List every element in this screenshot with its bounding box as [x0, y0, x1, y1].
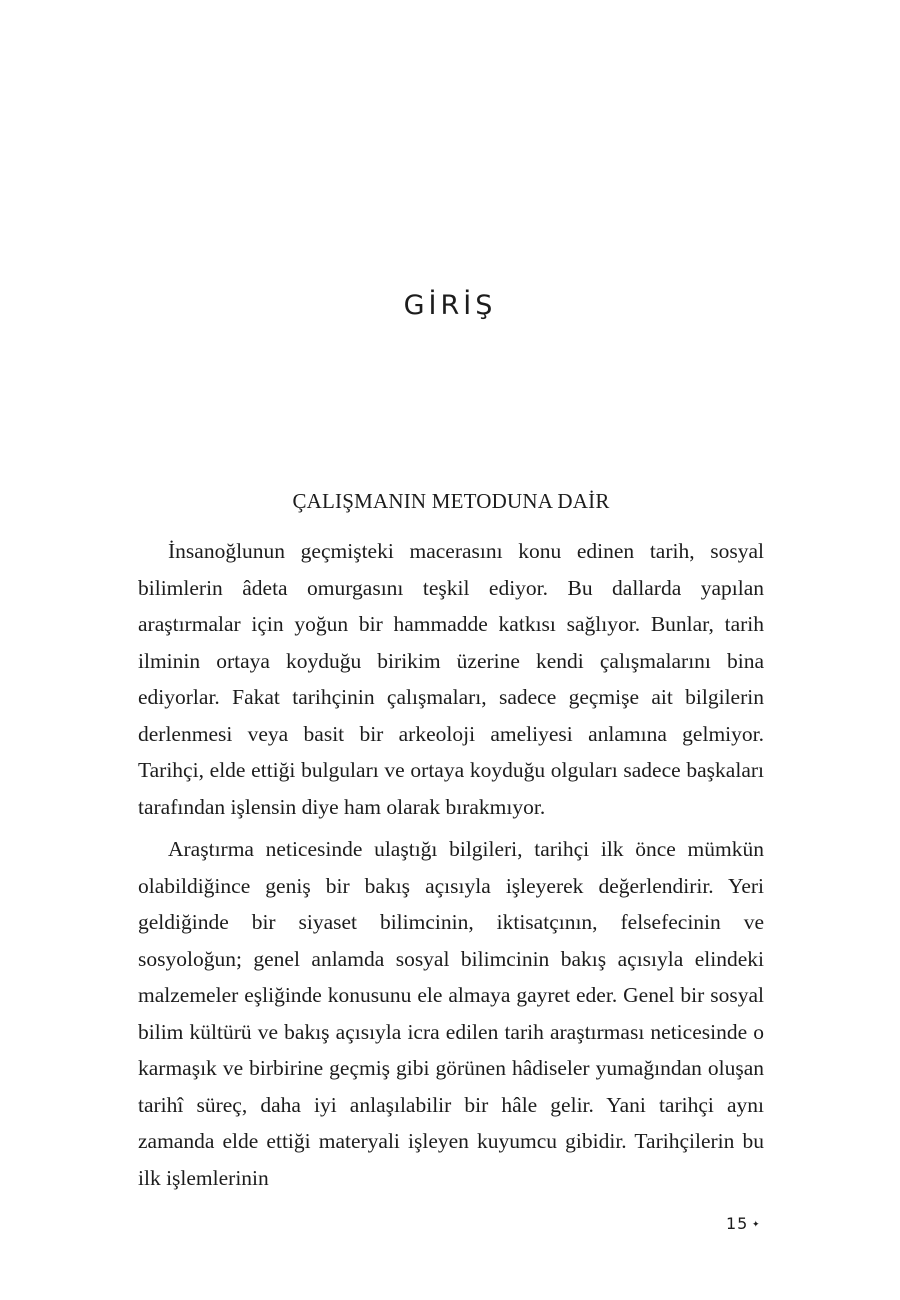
body-text [138, 533, 764, 1202]
star-ornament-icon: ✦ [752, 1220, 760, 1230]
page-number: 15 [726, 1214, 749, 1233]
paragraph-2: Araştırma neticesinde ulaştığı bilgileri, tarihçi ilk önce mümkün olabildiğince geniş bir bakış açısıyla işleyerek değerlendirir. Yeri geldiğinde bir siyaset bilimcinin, iktisatçının, felsefecinin ve sosyoloğun; genel anlamda sosyal bilimcinin bakış açısıyla elindeki malzemeler eşliğinde konusunu ele almaya gayret eder. Genel bir sosyal bilim kültürü ve bakış açısıyla icra edilen tarih araştırması neticesinde o karmaşık ve birbirine geçmiş gibi görünen hâdiseler yumağından oluşan tarihî süreç, daha iyi anlaşılabilir bir hâle gelir. Yani tarihçi aynı zamanda elde ettiği materyali işleyen kuyumcu gibidir. Tarihçilerin bu ilk işlemlerinin [138, 837, 764, 1190]
chapter-title: GİRİŞ [403, 290, 497, 321]
paragraph-1: İnsanoğlunun geçmişteki macerasını konu edinen tarih, sosyal bilimlerin âdeta omurgasını teşkil ediyor. Bu dallarda yapılan araştırmalar için yoğun bir hammadde katkısı sağlıyor. Bunlar, tarih ilminin ortaya koyduğu birikim üzerine kendi çalışmalarını bina ediyorlar. Fakat tarihçinin çalışmaları, sadece geçmişe ait bilgilerin derlenmesi veya basit bir arkeoloji ameliyesi anlamına gelmiyor. Tarihçi, elde ettiği bulguları ve ortaya koyduğu olguları sadece başkaları tarafından işlensin diye ham olarak bırakmıyor. [138, 539, 764, 819]
section-heading: ÇALIŞMANIN METODUNA DAİR [292, 489, 610, 513]
